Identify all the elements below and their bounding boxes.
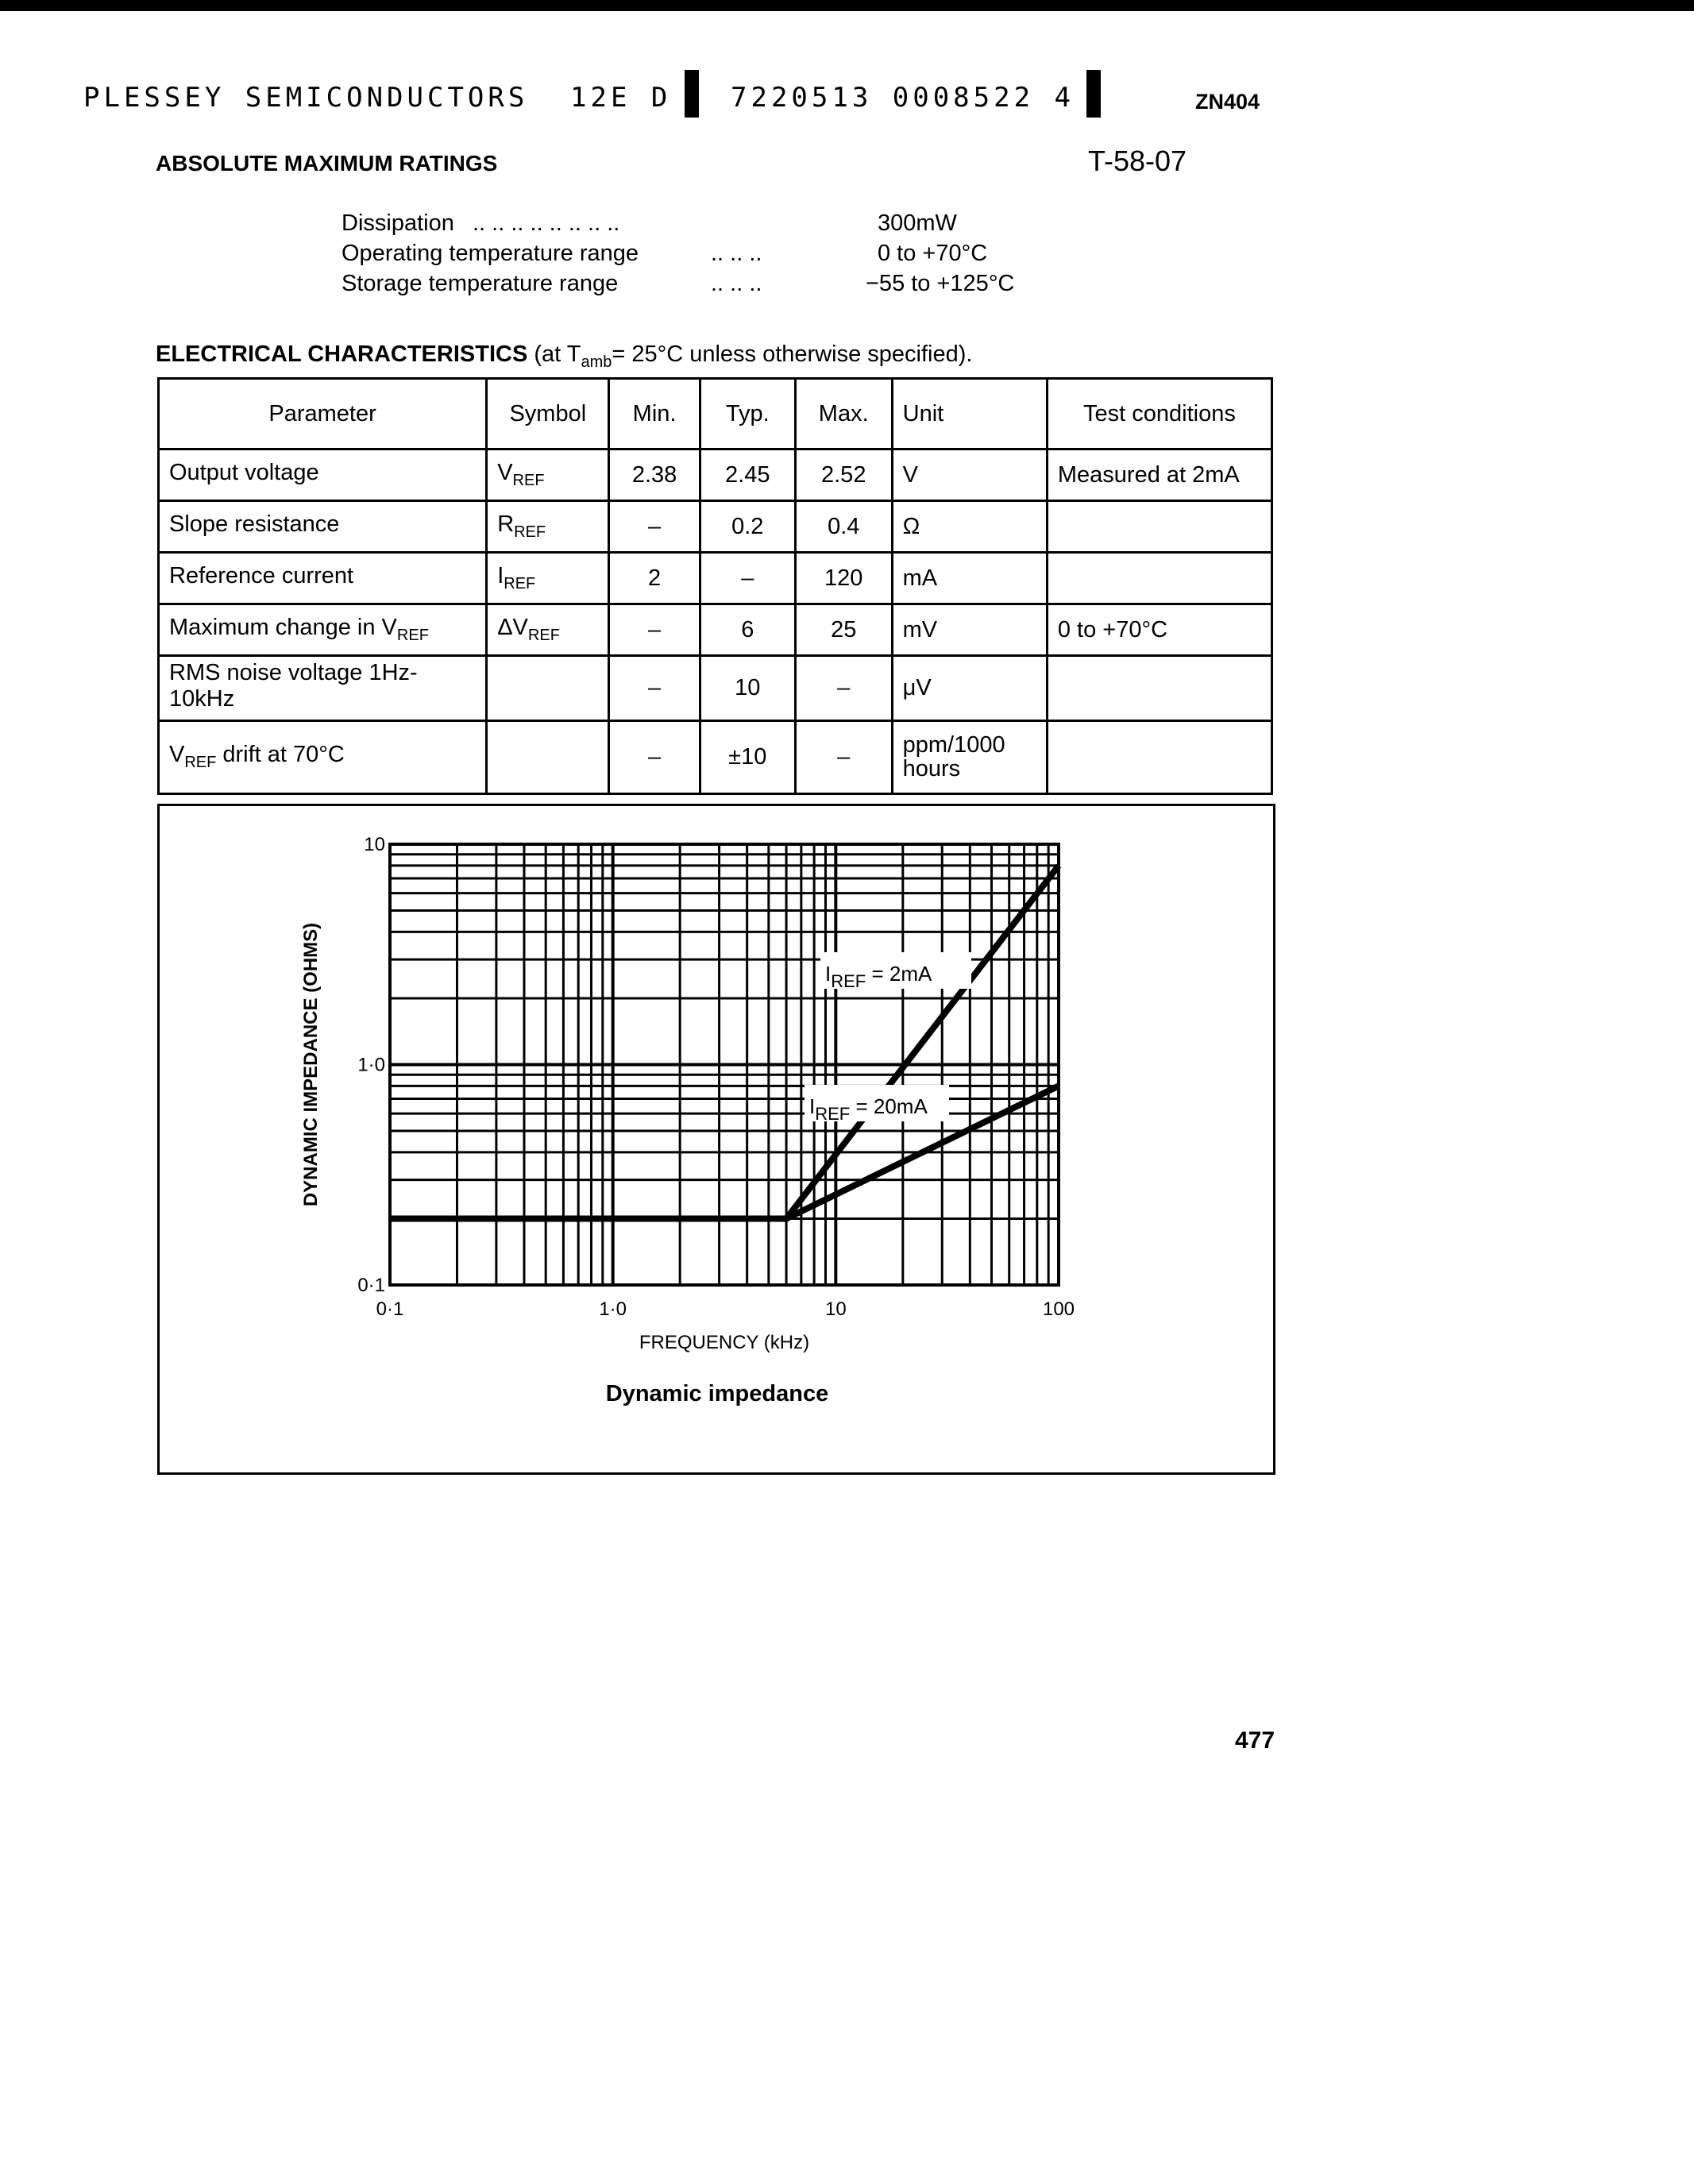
cond: (at T <box>534 341 581 367</box>
chart-title: Dynamic impedance <box>605 1381 829 1406</box>
rating-label: Dissipation <box>342 210 454 236</box>
rating-value: −55 to +125°C <box>866 271 1015 296</box>
rating-value: 300mW <box>878 210 957 236</box>
sym-sub: REF <box>514 523 546 541</box>
scan-border <box>0 0 1694 11</box>
elec-title-text: ELECTRICAL CHARACTERISTICS <box>156 341 528 367</box>
x-axis-label: FREQUENCY (kHz) <box>639 1332 810 1353</box>
param-sub: REF <box>184 754 217 772</box>
min-cell: – <box>609 656 700 721</box>
min-cell: 2.38 <box>609 450 700 501</box>
column-header: Test conditions <box>1047 379 1271 450</box>
cond-cell: Measured at 2mA <box>1047 450 1271 501</box>
typ-cell: 2.45 <box>700 450 795 501</box>
y-axis-label: DYNAMIC IMPEDANCE (OHMS) <box>300 922 322 1207</box>
cond-cell <box>1047 501 1271 553</box>
table-row <box>159 450 1272 501</box>
x-tick-label: 100 <box>1042 1298 1075 1320</box>
column-header: Parameter <box>159 379 487 450</box>
sym-sub: REF <box>512 471 545 489</box>
rating-label: Operating temperature range <box>342 241 639 266</box>
rating-dots: .. .. .. <box>711 241 762 266</box>
param-cell <box>159 553 487 604</box>
param: Slope resistance <box>169 511 340 538</box>
symbol-cell <box>487 656 609 721</box>
column-header: Max. <box>795 379 892 450</box>
typ-cell: 10 <box>700 656 795 721</box>
symbol-cell <box>487 501 609 553</box>
param: RMS noise voltage 1Hz-10kHz <box>169 660 418 712</box>
x-tick-label: 0·1 <box>376 1298 404 1320</box>
series-line-0 <box>390 866 1059 1219</box>
code-2: 7220513 0008522 4 <box>731 82 1075 114</box>
elec-title <box>156 341 972 372</box>
min-cell: – <box>609 501 700 553</box>
typ-cell: ±10 <box>700 720 795 793</box>
cond-cell <box>1047 656 1271 721</box>
min-cell: – <box>609 720 700 793</box>
bar-mark <box>1086 70 1101 118</box>
sym: R <box>497 511 515 538</box>
typ-cell: – <box>700 553 795 604</box>
table-row <box>159 604 1272 656</box>
symbol-cell <box>487 450 609 501</box>
max-cell: 2.52 <box>795 450 892 501</box>
param-cell <box>159 604 487 656</box>
column-header: Unit <box>892 379 1047 450</box>
cond-cell: 0 to +70°C <box>1047 604 1271 656</box>
unit-cell: mA <box>892 553 1047 604</box>
max-cell: – <box>795 656 892 721</box>
param: Maximum change in V <box>169 615 397 641</box>
rating-label: Storage temperature range <box>342 271 619 296</box>
unit-cell: μV <box>892 656 1047 721</box>
y-tick-label: 1·0 <box>357 1054 385 1076</box>
param-cell <box>159 656 487 721</box>
table-row <box>159 553 1272 604</box>
unit-cell: mV <box>892 604 1047 656</box>
param: Output voltage <box>169 460 319 486</box>
param: drift at 70°C <box>216 742 345 768</box>
code-1: 12E D <box>570 82 672 114</box>
max-cell: 0.4 <box>795 501 892 553</box>
param-cell <box>159 720 487 793</box>
x-tick-label: 1·0 <box>599 1298 627 1320</box>
min-cell: – <box>609 604 700 656</box>
company-name: PLESSEY SEMICONDUCTORS <box>83 82 529 114</box>
symbol-cell <box>487 604 609 656</box>
x-tick-label: 10 <box>824 1298 847 1320</box>
sym-sub: REF <box>504 574 536 592</box>
param-pre: V <box>169 742 185 768</box>
table-header <box>159 379 1272 450</box>
max-cell: 120 <box>795 553 892 604</box>
electrical-table <box>157 377 1273 795</box>
rating-dots: .. .. .. .. .. .. .. .. <box>473 210 620 236</box>
ref-code: T-58-07 <box>1088 145 1187 177</box>
min-cell: 2 <box>609 553 700 604</box>
param: Reference current <box>169 563 354 589</box>
param-cell <box>159 450 487 501</box>
column-header: Symbol <box>487 379 609 450</box>
unit-cell: V <box>892 450 1047 501</box>
table-row <box>159 656 1272 721</box>
cond-cell <box>1047 720 1271 793</box>
max-cell: 25 <box>795 604 892 656</box>
bar-mark <box>685 70 699 118</box>
cond-post: = 25°C unless otherwise specified). <box>612 341 973 367</box>
unit-cell: ppm/1000 hours <box>892 720 1047 793</box>
cond-sub: amb <box>581 353 612 371</box>
y-tick-label: 10 <box>364 834 385 855</box>
series-label: $I_{REF} = 2mA$ <box>825 962 932 991</box>
max-cell: – <box>795 720 892 793</box>
impedance-chart <box>160 806 1273 1472</box>
sym: ΔV <box>497 615 528 641</box>
sym: V <box>497 460 513 486</box>
symbol-cell <box>487 720 609 793</box>
typ-cell: 0.2 <box>700 501 795 553</box>
series-label: $I_{REF} = 20mA$ <box>809 1094 928 1124</box>
rating-value: 0 to +70°C <box>878 241 988 266</box>
page-number: 477 <box>1235 1727 1275 1754</box>
sym: I <box>497 563 504 589</box>
rating-dots: .. .. .. <box>711 271 762 296</box>
part-number: ZN404 <box>1195 90 1260 114</box>
sym-sub: REF <box>527 626 560 644</box>
table-row <box>159 720 1272 793</box>
abs-max-title: ABSOLUTE MAXIMUM RATINGS <box>156 151 498 176</box>
y-tick-label: 0·1 <box>357 1275 385 1296</box>
param-sub: REF <box>396 626 429 644</box>
unit-cell: Ω <box>892 501 1047 553</box>
symbol-cell <box>487 553 609 604</box>
chart-box <box>157 804 1275 1475</box>
table-row <box>159 501 1272 553</box>
column-header: Typ. <box>700 379 795 450</box>
param-cell <box>159 501 487 553</box>
typ-cell: 6 <box>700 604 795 656</box>
cond-cell <box>1047 553 1271 604</box>
column-header: Min. <box>609 379 700 450</box>
